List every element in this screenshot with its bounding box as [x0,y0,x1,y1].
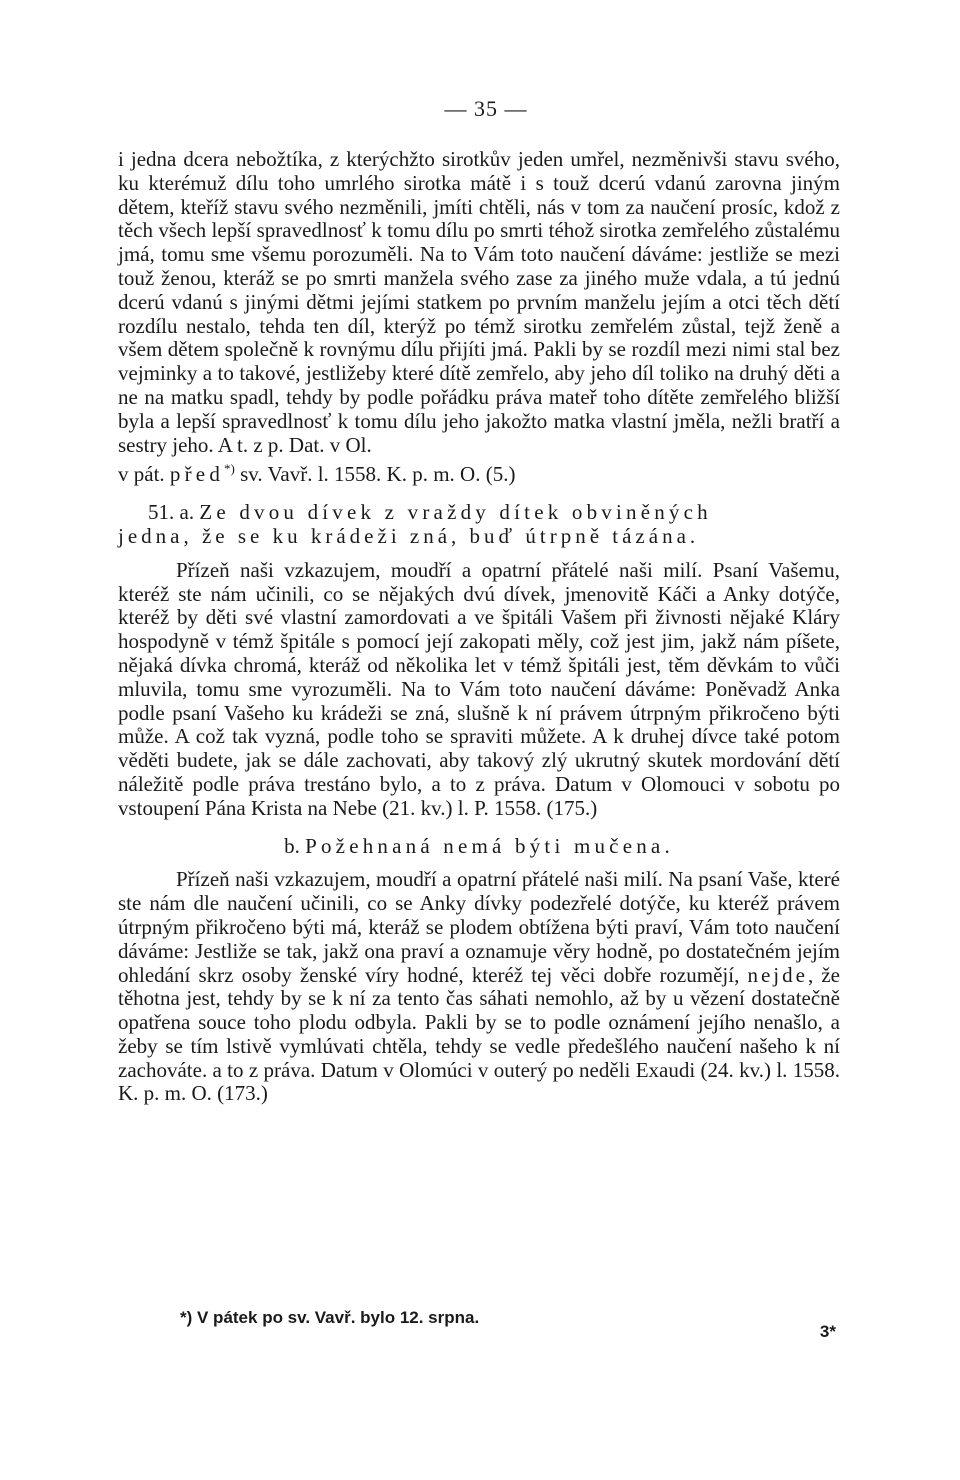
footnote: *) V pátek po sv. Vavř. bylo 12. srpna. [180,1308,480,1327]
paragraph-1-end-after: sv. Vavř. l. 1558. K. p. m. O. (5.) [234,462,516,487]
section-a-title-line-1: Ze dvou dívek z vraždy dítek obviněných [199,500,712,525]
page-body [118,96,840,1106]
section-b-title: Požehnaná nemá býti mučena. [305,833,674,858]
paragraph-3-spaced-word: nejde [747,962,808,987]
section-a-title-line-2: jedna, že se ku krádeži zná, buď útrpně tázána. [118,523,700,548]
paragraph-1: i jedna dcera nebožtíka, z kterýchžto sirotkův jeden umřel, nezměnivši stavu svého, ku kterémuž dílu toho umrlého sirotka mátě i s touž dcerú vdanú zarovna jiným dětem, kteříž stavu svého nezměnili, jmíti chtěli, nás v tom za naučení prosíc, kdož z těch všech lepší spravedlnosť k tomu dílu po smrti téhož sirotka zemřelého zůstalému jmá, tomu sme všemu porozuměli. Na to Vám toto naučení dáváme: jestliže se mezi touž ženou, kteráž se po smrti manžela svého zase za jiného muže vdala, a tú jednú dcerú vdanú s jinými dětmi jejími statkem po prvním manželu jejím a otci těch dětí rozdílu nestalo, tehda ten díl, kterýž po témž sirotku zemřelém zůstal, tejž ženě a všem dětem společně k rovnýmu dílu přijíti jmá. Pakli by se rozdíl mezi nimi stal bez vejminky a to takové, jestližeby které dítě zemřelo, aby jeho díl toliko na druhý děti a ne na matku spadl, tehdy by podle pořádku práva mateř toho dítěte zemřelého bližší byla a lepší spravedlnosť k tomu dílu jeho jakožto matka vlastní jměla, nežli bratří a sestry jeho. A t. z p. Dat. v Ol. [118,147,840,457]
section-a-heading [118,501,840,549]
paragraph-3-part-2: , že těhotna jest, tehdy by se k ní za tento čas sáhati nemohlo, až by u vězení dostatečně opatřena souce toho plodu odbyla. Pakli by se to podle oznámení jejího nenašlo, a žeby se tím lstivě vymlúvati chtěla, tehdy se vedle předešlého naučení našeho k ní zachováte. a to z práva. Datum v Olomúci v outerý po neděli Exaudi (24. kv.) l. 1558. K. p. m. O. (173.) [118,962,840,1106]
footnote-area [118,1300,858,1360]
footnote-marker: *) [224,461,235,477]
paragraph-3 [118,868,840,1106]
section-a-number: 51. a. [148,500,195,525]
section-b-number: b. [284,833,300,858]
paragraph-1-end-before: v pát. [118,462,170,487]
paragraph-2: Přízeň naši vzkazujem, moudří a opatrní přátelé naši milí. Psaní Vašemu, kteréž ste nám učinili, co se nějakých dvú dívek, jmenovitě Káči a Anky dotýče, kteréž by děti své vlastní zamordovati a ve špitáli Vašem při živnosti nějaké Kláry hospodyně v témž špitále s pomocí její zakopati měly, což jest jim, jakž nám píšete, nějaká dívka chromá, kteráž od několika let v témž špitáli jest, těm děvkám to vůči mluvila, tomu sme vyrozuměli. Na to Vám toto naučení dáváme: Poněvadž Anka podle psaní Vašeho ku krádeži se zná, slušně k ní právem útrpným přikročeno býti může. A což tak vyzná, podle toho se spraviti můžete. A k druhej dívce také potom věděti budete, jak se dále zachovati, aby takový zlý ukrutný skutek mordování dětí náležitě podle práva trestáno bylo, a to z práva. Datum v Olomouci v sobotu po vstoupení Pána Krista na Nebe (21. kv.) l. P. 1558. (175.) [118,557,840,820]
page-number: — 35 — [444,96,528,121]
section-b-heading [118,835,840,859]
paragraph-1-spaced-word: před [169,462,225,487]
paragraph-3-part-1: Přízeň naši vzkazujem, moudří a opatrní přátelé naši milí. Na psaní Vaše, které ste nám dle naučení učinili, co se Anky dívky podezřelé dotýče, ku kteréž právem útrpným přikročeno býti má, kteráž se plodem obtížena býti praví, Vám toto naučení dáváme: Jestliže se tak, jakž ona praví a oznamuje věry hodně, po dostatečném jejím ohledání skrz osoby ženské víry hodné, kteréž tej věci dobře rozumějí, [118,867,840,987]
signature-mark: 3* [819,1322,836,1341]
paragraph-1-end [118,457,840,487]
